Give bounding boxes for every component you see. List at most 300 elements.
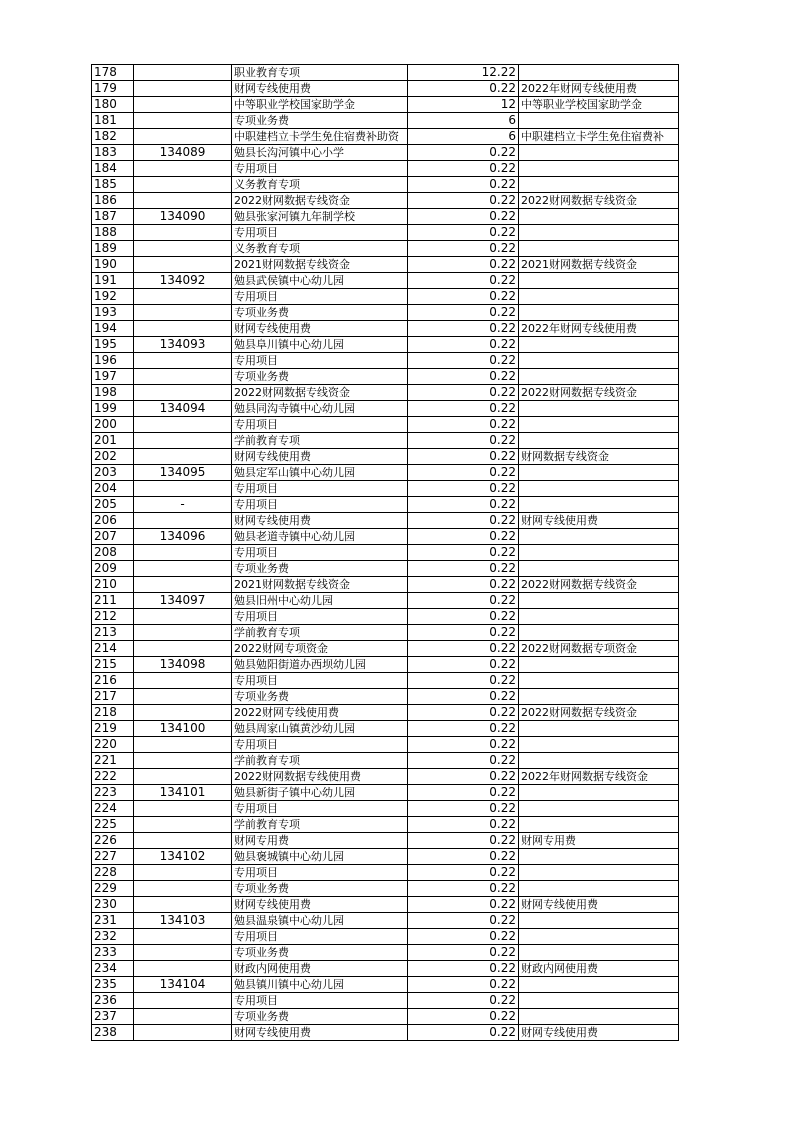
amount-cell: 0.22 (408, 337, 519, 353)
unit-code-cell: 134095 (134, 465, 232, 481)
row-number-cell: 231 (92, 913, 134, 929)
unit-code-cell: 134096 (134, 529, 232, 545)
note-cell (519, 113, 679, 129)
unit-code-cell: 134102 (134, 849, 232, 865)
amount-cell: 0.22 (408, 801, 519, 817)
amount-cell: 6 (408, 113, 519, 129)
note-cell (519, 209, 679, 225)
amount-cell: 0.22 (408, 769, 519, 785)
unit-code-cell (134, 945, 232, 961)
unit-code-cell: 134098 (134, 657, 232, 673)
amount-cell: 0.22 (408, 785, 519, 801)
unit-code-cell (134, 929, 232, 945)
item-name-cell: 勉县镇川镇中心幼儿园 (232, 977, 408, 993)
note-cell (519, 305, 679, 321)
table-row (92, 849, 679, 865)
amount-cell: 0.22 (408, 289, 519, 305)
note-cell: 2022财网数据专项资金 (519, 641, 679, 657)
row-number-cell: 201 (92, 433, 134, 449)
unit-code-cell (134, 641, 232, 657)
row-number-cell: 187 (92, 209, 134, 225)
row-number-cell: 203 (92, 465, 134, 481)
table-row (92, 465, 679, 481)
table-row (92, 609, 679, 625)
row-number-cell: 224 (92, 801, 134, 817)
amount-cell: 0.22 (408, 753, 519, 769)
note-cell (519, 417, 679, 433)
note-cell (519, 673, 679, 689)
note-cell (519, 401, 679, 417)
row-number-cell: 229 (92, 881, 134, 897)
table-row (92, 65, 679, 81)
item-name-cell: 2022财网专项资金 (232, 641, 408, 657)
row-number-cell: 237 (92, 1009, 134, 1025)
item-name-cell: 专用项目 (232, 497, 408, 513)
item-name-cell: 专用项目 (232, 545, 408, 561)
amount-cell: 0.22 (408, 897, 519, 913)
row-number-cell: 208 (92, 545, 134, 561)
unit-code-cell (134, 545, 232, 561)
unit-code-cell (134, 129, 232, 145)
row-number-cell: 227 (92, 849, 134, 865)
table-row (92, 977, 679, 993)
table-row (92, 433, 679, 449)
table-row (92, 577, 679, 593)
unit-code-cell (134, 225, 232, 241)
row-number-cell: 193 (92, 305, 134, 321)
row-number-cell: 212 (92, 609, 134, 625)
amount-cell: 0.22 (408, 209, 519, 225)
table-row (92, 305, 679, 321)
item-name-cell: 专项业务费 (232, 561, 408, 577)
note-cell (519, 993, 679, 1009)
item-name-cell: 勉县周家山镇黄沙幼儿园 (232, 721, 408, 737)
note-cell (519, 481, 679, 497)
table-row (92, 801, 679, 817)
unit-code-cell: - (134, 497, 232, 513)
amount-cell: 0.22 (408, 225, 519, 241)
unit-code-cell (134, 561, 232, 577)
item-name-cell: 专项业务费 (232, 369, 408, 385)
amount-cell: 0.22 (408, 689, 519, 705)
amount-cell: 0.22 (408, 737, 519, 753)
amount-cell: 0.22 (408, 961, 519, 977)
table-row (92, 177, 679, 193)
table-row (92, 161, 679, 177)
item-name-cell: 专用项目 (232, 609, 408, 625)
note-cell (519, 545, 679, 561)
item-name-cell: 专用项目 (232, 673, 408, 689)
budget-table (91, 64, 679, 1041)
row-number-cell: 235 (92, 977, 134, 993)
item-name-cell: 专用项目 (232, 481, 408, 497)
item-name-cell: 专用项目 (232, 929, 408, 945)
unit-code-cell (134, 753, 232, 769)
note-cell (519, 369, 679, 385)
note-cell (519, 785, 679, 801)
row-number-cell: 216 (92, 673, 134, 689)
item-name-cell: 专用项目 (232, 737, 408, 753)
amount-cell: 0.22 (408, 529, 519, 545)
unit-code-cell (134, 737, 232, 753)
amount-cell: 0.22 (408, 657, 519, 673)
row-number-cell: 180 (92, 97, 134, 113)
unit-code-cell (134, 193, 232, 209)
row-number-cell: 236 (92, 993, 134, 1009)
unit-code-cell (134, 961, 232, 977)
unit-code-cell (134, 369, 232, 385)
amount-cell: 0.22 (408, 369, 519, 385)
unit-code-cell (134, 1009, 232, 1025)
unit-code-cell (134, 833, 232, 849)
table-row (92, 833, 679, 849)
row-number-cell: 204 (92, 481, 134, 497)
item-name-cell: 义务教育专项 (232, 241, 408, 257)
row-number-cell: 190 (92, 257, 134, 273)
amount-cell: 0.22 (408, 673, 519, 689)
row-number-cell: 200 (92, 417, 134, 433)
row-number-cell: 199 (92, 401, 134, 417)
note-cell (519, 609, 679, 625)
unit-code-cell (134, 417, 232, 433)
amount-cell: 0.22 (408, 881, 519, 897)
table-row (92, 369, 679, 385)
unit-code-cell (134, 881, 232, 897)
unit-code-cell (134, 433, 232, 449)
amount-cell: 0.22 (408, 625, 519, 641)
row-number-cell: 194 (92, 321, 134, 337)
item-name-cell: 学前教育专项 (232, 817, 408, 833)
amount-cell: 0.22 (408, 545, 519, 561)
amount-cell: 0.22 (408, 161, 519, 177)
amount-cell: 0.22 (408, 913, 519, 929)
table-row (92, 257, 679, 273)
note-cell (519, 737, 679, 753)
amount-cell: 0.22 (408, 353, 519, 369)
row-number-cell: 221 (92, 753, 134, 769)
amount-cell: 0.22 (408, 481, 519, 497)
amount-cell: 0.22 (408, 177, 519, 193)
amount-cell: 0.22 (408, 305, 519, 321)
amount-cell: 0.22 (408, 849, 519, 865)
row-number-cell: 209 (92, 561, 134, 577)
row-number-cell: 192 (92, 289, 134, 305)
note-cell (519, 529, 679, 545)
unit-code-cell: 134094 (134, 401, 232, 417)
item-name-cell: 中等职业学校国家助学金 (232, 97, 408, 113)
row-number-cell: 222 (92, 769, 134, 785)
item-name-cell: 义务教育专项 (232, 177, 408, 193)
table-row (92, 145, 679, 161)
note-cell (519, 593, 679, 609)
unit-code-cell: 134103 (134, 913, 232, 929)
unit-code-cell (134, 513, 232, 529)
table-row (92, 993, 679, 1009)
item-name-cell: 专用项目 (232, 353, 408, 369)
unit-code-cell (134, 113, 232, 129)
row-number-cell: 183 (92, 145, 134, 161)
note-cell: 财网专线使用费 (519, 1025, 679, 1041)
note-cell (519, 913, 679, 929)
item-name-cell: 勉县新街子镇中心幼儿园 (232, 785, 408, 801)
note-cell (519, 145, 679, 161)
note-cell: 财网数据专线资金 (519, 449, 679, 465)
note-cell (519, 225, 679, 241)
note-cell (519, 161, 679, 177)
item-name-cell: 专用项目 (232, 225, 408, 241)
amount-cell: 0.22 (408, 321, 519, 337)
item-name-cell: 2022财网数据专线使用费 (232, 769, 408, 785)
unit-code-cell (134, 177, 232, 193)
note-cell: 2022财网数据专线资金 (519, 705, 679, 721)
table-row (92, 129, 679, 145)
note-cell (519, 753, 679, 769)
note-cell: 2022财网数据专线资金 (519, 193, 679, 209)
row-number-cell: 234 (92, 961, 134, 977)
unit-code-cell (134, 385, 232, 401)
table-row (92, 385, 679, 401)
item-name-cell: 职业教育专项 (232, 65, 408, 81)
item-name-cell: 财网专线使用费 (232, 513, 408, 529)
unit-code-cell (134, 769, 232, 785)
row-number-cell: 213 (92, 625, 134, 641)
row-number-cell: 228 (92, 865, 134, 881)
row-number-cell: 191 (92, 273, 134, 289)
table-row (92, 209, 679, 225)
item-name-cell: 财网专线使用费 (232, 321, 408, 337)
table-row (92, 529, 679, 545)
table-row (92, 705, 679, 721)
item-name-cell: 专用项目 (232, 865, 408, 881)
row-number-cell: 232 (92, 929, 134, 945)
table-row (92, 497, 679, 513)
amount-cell: 0.22 (408, 385, 519, 401)
note-cell (519, 977, 679, 993)
item-name-cell: 2022财网专线使用费 (232, 705, 408, 721)
amount-cell: 0.22 (408, 641, 519, 657)
item-name-cell: 学前教育专项 (232, 433, 408, 449)
item-name-cell: 财政内网使用费 (232, 961, 408, 977)
unit-code-cell (134, 1025, 232, 1041)
note-cell: 财网专用费 (519, 833, 679, 849)
amount-cell: 0.22 (408, 241, 519, 257)
note-cell (519, 817, 679, 833)
row-number-cell: 238 (92, 1025, 134, 1041)
note-cell (519, 433, 679, 449)
table-row (92, 1025, 679, 1041)
unit-code-cell (134, 625, 232, 641)
table-row (92, 817, 679, 833)
note-cell (519, 865, 679, 881)
item-name-cell: 专项业务费 (232, 305, 408, 321)
table-row (92, 769, 679, 785)
note-cell (519, 721, 679, 737)
note-cell: 财网专线使用费 (519, 897, 679, 913)
item-name-cell: 2021财网数据专线资金 (232, 577, 408, 593)
amount-cell: 12.22 (408, 65, 519, 81)
item-name-cell: 财网专用费 (232, 833, 408, 849)
amount-cell: 0.22 (408, 193, 519, 209)
unit-code-cell (134, 481, 232, 497)
table-row (92, 641, 679, 657)
item-name-cell: 勉县老道寺镇中心幼儿园 (232, 529, 408, 545)
amount-cell: 6 (408, 129, 519, 145)
amount-cell: 0.22 (408, 273, 519, 289)
note-cell (519, 1009, 679, 1025)
amount-cell: 0.22 (408, 817, 519, 833)
unit-code-cell (134, 81, 232, 97)
unit-code-cell (134, 897, 232, 913)
row-number-cell: 223 (92, 785, 134, 801)
row-number-cell: 202 (92, 449, 134, 465)
row-number-cell: 197 (92, 369, 134, 385)
row-number-cell: 225 (92, 817, 134, 833)
row-number-cell: 217 (92, 689, 134, 705)
unit-code-cell (134, 257, 232, 273)
table-row (92, 353, 679, 369)
table-row (92, 337, 679, 353)
row-number-cell: 230 (92, 897, 134, 913)
amount-cell: 0.22 (408, 721, 519, 737)
amount-cell: 0.22 (408, 1009, 519, 1025)
unit-code-cell (134, 161, 232, 177)
row-number-cell: 215 (92, 657, 134, 673)
note-cell: 2022年财网专线使用费 (519, 321, 679, 337)
unit-code-cell (134, 449, 232, 465)
row-number-cell: 206 (92, 513, 134, 529)
note-cell: 中等职业学校国家助学金 (519, 97, 679, 113)
item-name-cell: 专项业务费 (232, 113, 408, 129)
table-row (92, 689, 679, 705)
unit-code-cell (134, 577, 232, 593)
unit-code-cell: 134090 (134, 209, 232, 225)
table-row (92, 785, 679, 801)
table-row (92, 241, 679, 257)
row-number-cell: 226 (92, 833, 134, 849)
amount-cell: 0.22 (408, 449, 519, 465)
table-row (92, 193, 679, 209)
row-number-cell: 184 (92, 161, 134, 177)
table-row (92, 625, 679, 641)
note-cell (519, 65, 679, 81)
unit-code-cell (134, 289, 232, 305)
note-cell (519, 337, 679, 353)
item-name-cell: 专用项目 (232, 417, 408, 433)
table-row (92, 737, 679, 753)
unit-code-cell: 134089 (134, 145, 232, 161)
note-cell (519, 497, 679, 513)
table-row (92, 97, 679, 113)
unit-code-cell (134, 321, 232, 337)
note-cell (519, 625, 679, 641)
item-name-cell: 财网专线使用费 (232, 449, 408, 465)
row-number-cell: 211 (92, 593, 134, 609)
table-row (92, 753, 679, 769)
item-name-cell: 勉县勉阳街道办西坝幼儿园 (232, 657, 408, 673)
table-row (92, 273, 679, 289)
item-name-cell: 2022财网数据专线资金 (232, 193, 408, 209)
amount-cell: 0.22 (408, 609, 519, 625)
item-name-cell: 中职建档立卡学生免住宿费补助资 (232, 129, 408, 145)
item-name-cell: 勉县同沟寺镇中心幼儿园 (232, 401, 408, 417)
note-cell: 财政内网使用费 (519, 961, 679, 977)
item-name-cell: 勉县长沟河镇中心小学 (232, 145, 408, 161)
row-number-cell: 207 (92, 529, 134, 545)
item-name-cell: 勉县张家河镇九年制学校 (232, 209, 408, 225)
table-row (92, 913, 679, 929)
amount-cell: 0.22 (408, 929, 519, 945)
amount-cell: 0.22 (408, 865, 519, 881)
table-row (92, 545, 679, 561)
row-number-cell: 214 (92, 641, 134, 657)
table-row (92, 513, 679, 529)
table-row (92, 673, 679, 689)
unit-code-cell: 134097 (134, 593, 232, 609)
row-number-cell: 182 (92, 129, 134, 145)
row-number-cell: 181 (92, 113, 134, 129)
table-row (92, 449, 679, 465)
unit-code-cell: 134101 (134, 785, 232, 801)
item-name-cell: 专项业务费 (232, 1009, 408, 1025)
amount-cell: 0.22 (408, 593, 519, 609)
row-number-cell: 188 (92, 225, 134, 241)
table-body (92, 65, 679, 1041)
note-cell (519, 177, 679, 193)
unit-code-cell (134, 801, 232, 817)
table-row (92, 721, 679, 737)
unit-code-cell (134, 65, 232, 81)
row-number-cell: 178 (92, 65, 134, 81)
amount-cell: 0.22 (408, 1025, 519, 1041)
note-cell (519, 273, 679, 289)
table-row (92, 865, 679, 881)
unit-code-cell: 134100 (134, 721, 232, 737)
amount-cell: 0.22 (408, 993, 519, 1009)
note-cell (519, 289, 679, 305)
amount-cell: 0.22 (408, 705, 519, 721)
amount-cell: 0.22 (408, 257, 519, 273)
note-cell (519, 353, 679, 369)
amount-cell: 0.22 (408, 401, 519, 417)
unit-code-cell (134, 705, 232, 721)
item-name-cell: 勉县阜川镇中心幼儿园 (232, 337, 408, 353)
item-name-cell: 财网专线使用费 (232, 1025, 408, 1041)
row-number-cell: 198 (92, 385, 134, 401)
table-row (92, 897, 679, 913)
note-cell (519, 689, 679, 705)
table-row (92, 929, 679, 945)
note-cell (519, 881, 679, 897)
item-name-cell: 专用项目 (232, 289, 408, 305)
row-number-cell: 205 (92, 497, 134, 513)
note-cell (519, 241, 679, 257)
row-number-cell: 186 (92, 193, 134, 209)
table-row (92, 657, 679, 673)
amount-cell: 0.22 (408, 145, 519, 161)
amount-cell: 0.22 (408, 577, 519, 593)
amount-cell: 0.22 (408, 465, 519, 481)
note-cell: 2022年财网专线使用费 (519, 81, 679, 97)
amount-cell: 0.22 (408, 513, 519, 529)
note-cell (519, 945, 679, 961)
row-number-cell: 195 (92, 337, 134, 353)
table-row (92, 81, 679, 97)
unit-code-cell (134, 353, 232, 369)
note-cell: 2022年财网数据专线资金 (519, 769, 679, 785)
note-cell (519, 801, 679, 817)
row-number-cell: 185 (92, 177, 134, 193)
amount-cell: 0.22 (408, 561, 519, 577)
